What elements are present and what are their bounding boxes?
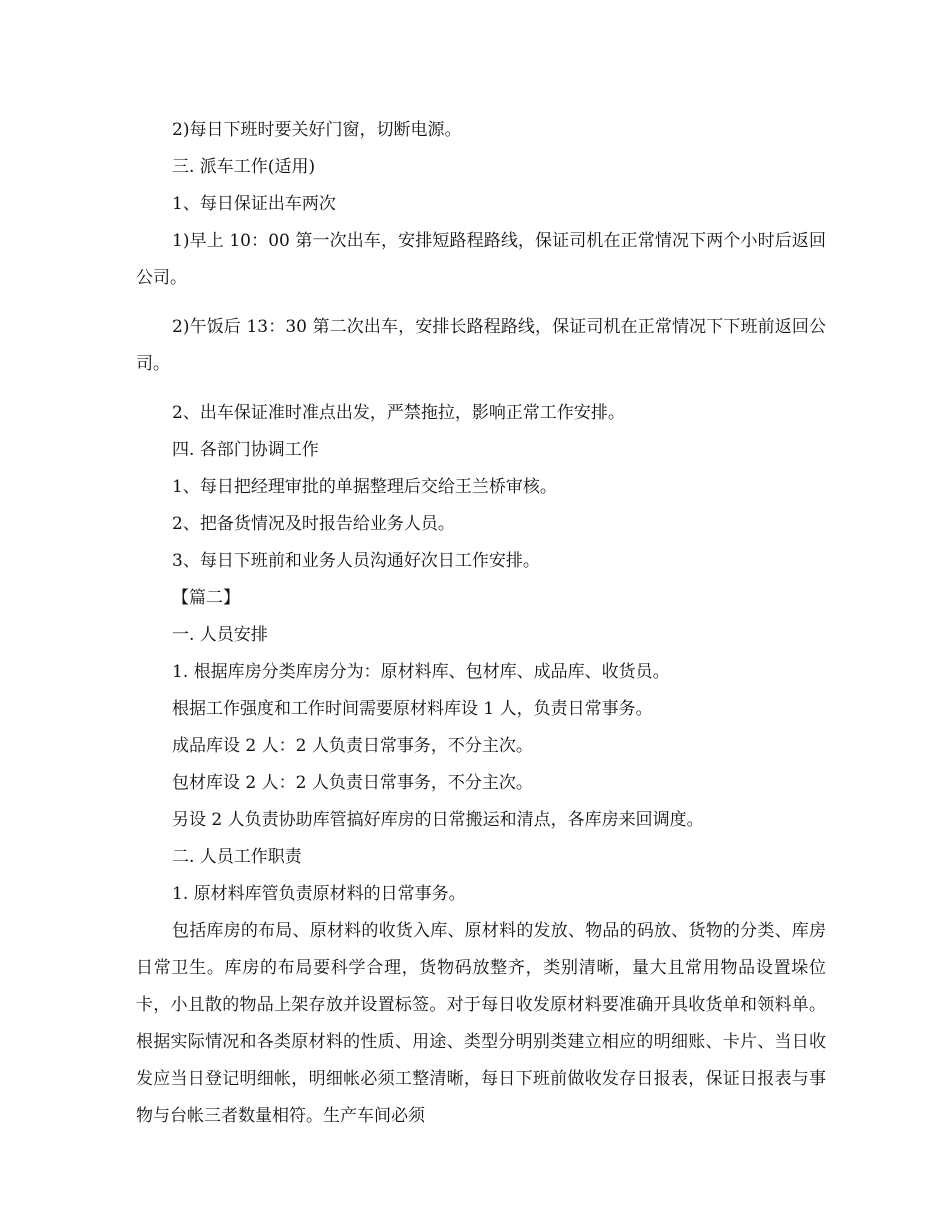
paragraph-report-stock: 2、把备货情况及时报告给业务人员。: [172, 514, 455, 534]
paragraph-support-staff: 另设 2 人负责协助库管搞好库房的日常搬运和清点，各库房来回调度。: [172, 810, 704, 830]
paragraph-warehouse-responsibilities: 包括库房的布局、原材料的收货入库、原材料的发放、物品的码放、货物的分类、库房日常卫生。库房的布局要科学合理，货物码放整齐，类别清晰，量大且常用物品设置垛位卡，小且散的物品上架存放并设置标签。对于每日收发原材料要准确开具收货单和领料单。根据实际情况和各类原材料的性质、用途、类型分明别类建立相应的明细账、卡片、当日收发应当日登记明细帐，明细帐必须工整清晰，每日下班前做收发存日报表，保证日报表与事物与台帐三者数量相符。生产车间必须: [136, 921, 826, 1126]
section-title-part-two: 【篇二】: [172, 588, 240, 608]
paragraph-afternoon-dispatch: 2)午饭后 13：30 第二次出车，安排长路程路线，保证司机在正常情况下下班前返回公司。: [136, 317, 826, 374]
paragraph-punctual-departure: 2、出车保证准时准点出发，严禁拖拉，影响正常工作安排。: [172, 403, 625, 423]
paragraph-warehouse-categories: 1. 根据库房分类库房分为：原材料库、包材库、成品库、收货员。: [172, 662, 670, 682]
paragraph-packaging-staff: 包材库设 2 人：2 人负责日常事务，不分主次。: [172, 773, 533, 793]
paragraph-submit-documents: 1、每日把经理审批的单据整理后交给王兰桥审核。: [172, 477, 557, 497]
paragraph-dispatch-twice-daily: 1、每日保证出车两次: [172, 194, 336, 214]
paragraph-morning-dispatch: 1)早上 10：00 第一次出车，安排短路程路线，保证司机在正常情况下两个小时后返回公司。: [136, 231, 826, 288]
heading-staff-arrangement: 一. 人员安排: [172, 625, 268, 645]
paragraph-finished-goods-staff: 成品库设 2 人：2 人负责日常事务，不分主次。: [172, 736, 533, 756]
heading-staff-duties: 二. 人员工作职责: [172, 847, 302, 867]
paragraph-next-day-planning: 3、每日下班前和业务人员沟通好次日工作安排。: [172, 551, 540, 571]
paragraph-raw-material-staff: 根据工作强度和工作时间需要原材料库设 1 人，负责日常事务。: [172, 699, 653, 719]
paragraph-raw-material-keeper: 1. 原材料库管负责原材料的日常事务。: [172, 884, 466, 904]
document-body: [136, 112, 826, 1135]
heading-dispatch-work: 三. 派车工作(适用): [172, 157, 316, 177]
paragraph-close-windows: 2)每日下班时要关好门窗，切断电源。: [172, 120, 462, 140]
heading-department-coordination: 四. 各部门协调工作: [172, 440, 319, 460]
